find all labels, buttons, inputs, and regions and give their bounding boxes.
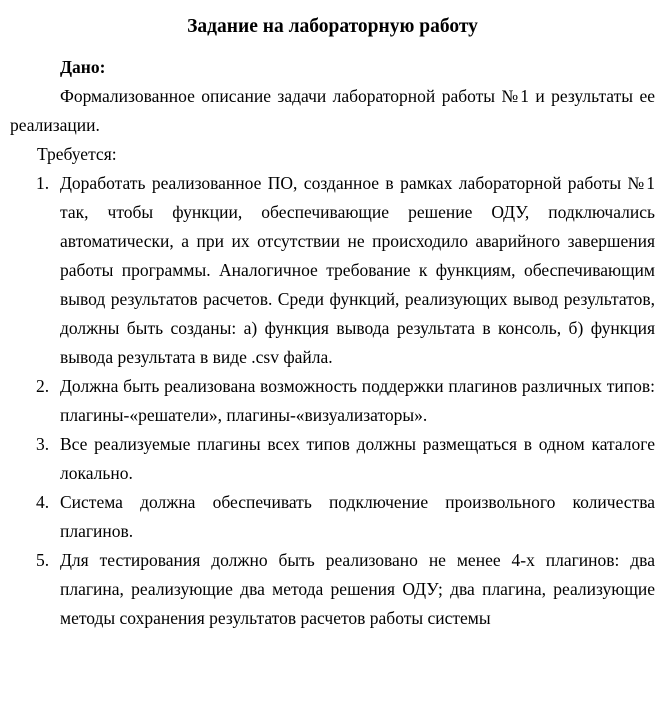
- task-list-item-3: [36, 430, 655, 488]
- required-label: Требуется:: [37, 144, 117, 164]
- list-item-number: 5.: [36, 550, 50, 570]
- list-item-text: Доработать реализованное ПО, созданное в рамках лабораторной работы №1 так, чтобы функции, обеспечивающие решение ОДУ, подключались автоматически, а при их отсутствии не происходило аварийного завершения работы программы. Аналогичное требование к функциям, обеспечивающим вывод результатов расчетов. Среди функций, реализующих вывод результатов, должны быть созданы: а) функция вывода результата в консоль, б) функция вывода результата в виде .csv файла.: [60, 173, 655, 367]
- list-item-number: 3.: [36, 434, 50, 454]
- document-title: Задание на лабораторную работу: [187, 16, 478, 37]
- list-item-number: 1.: [36, 173, 50, 193]
- list-item-number: 4.: [36, 492, 50, 512]
- task-list-item-4: [36, 488, 655, 546]
- list-item-number: 2.: [36, 376, 50, 396]
- task-list-item-5: [36, 546, 655, 633]
- task-list: [10, 169, 655, 633]
- task-list-item-1: [36, 169, 655, 372]
- list-item-text: Должна быть реализована возможность поддержки плагинов различных типов: плагины-«решатели», плагины-«визуализаторы».: [60, 376, 655, 425]
- given-label: Дано:: [60, 57, 106, 77]
- task-list-item-2: [36, 372, 655, 430]
- list-item-text: Для тестирования должно быть реализовано не менее 4-х плагинов: два плагина, реализующие два метода решения ОДУ; два плагина, реализующие методы сохранения результатов расчетов работы системы: [60, 550, 655, 628]
- list-item-text: Все реализуемые плагины всех типов должны размещаться в одном каталоге локально.: [60, 434, 655, 483]
- list-item-text: Система должна обеспечивать подключение произвольного количества плагинов.: [60, 492, 655, 541]
- given-text: Формализованное описание задачи лабораторной работы №1 и результаты ее реализации.: [10, 86, 655, 135]
